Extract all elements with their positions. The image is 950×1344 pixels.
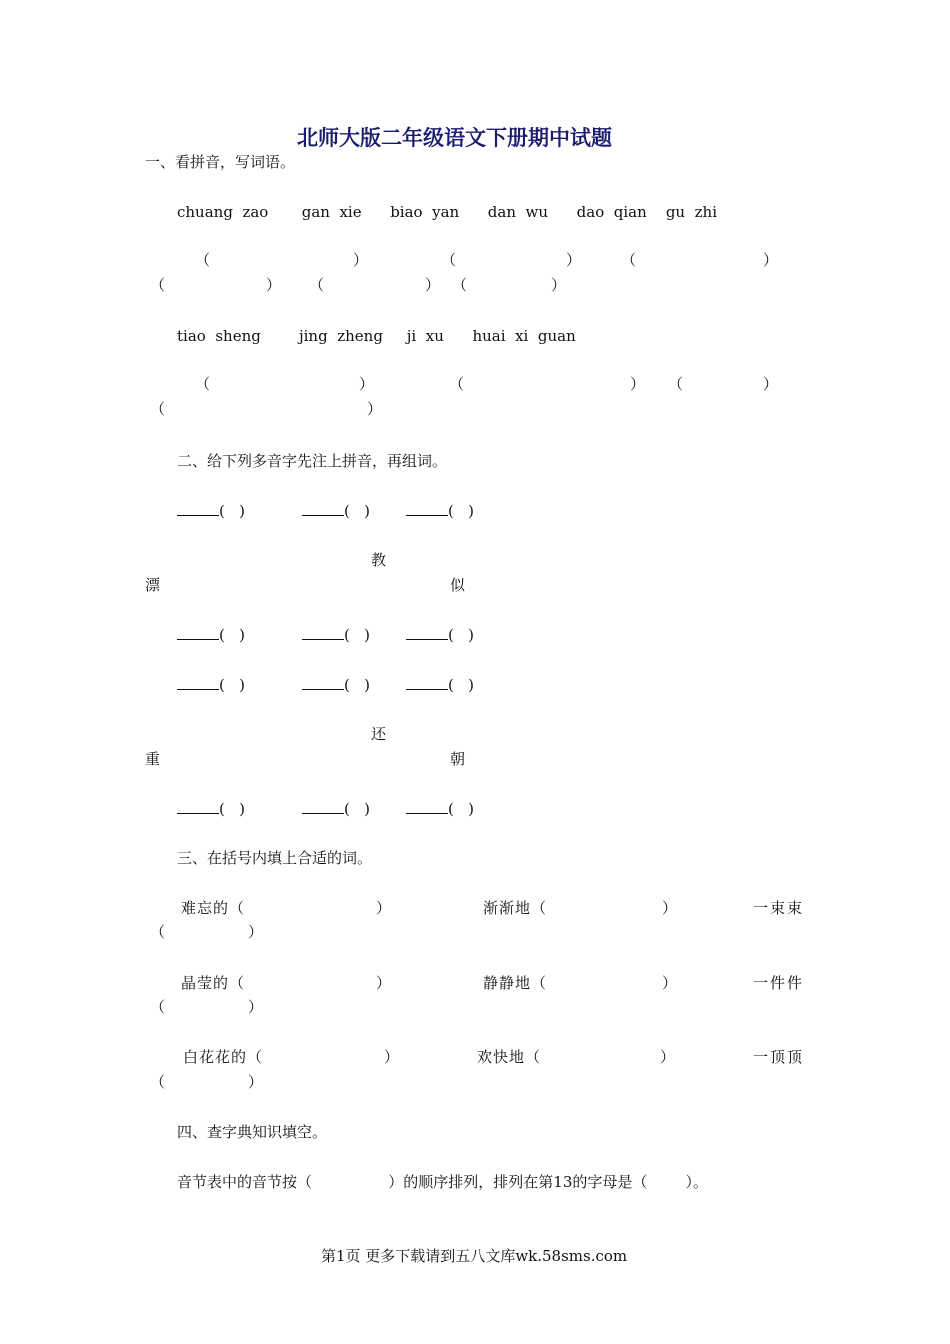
phrase-prompt: 一件件 (753, 974, 805, 992)
bracket: ） (376, 899, 392, 917)
polyphone-char: 还 (371, 725, 387, 743)
page-title: 北师大版二年级语文下册期中试题 (297, 125, 612, 150)
bracket: （ (150, 923, 166, 941)
bracket: ） (660, 1048, 676, 1066)
fill-blank[interactable]: ( ) (177, 799, 245, 819)
bracket: （ (452, 276, 468, 294)
bracket: ） (384, 1048, 400, 1066)
section-3-heading: 三、在括号内填上合适的词。 (177, 849, 373, 867)
phrase-prompt: 渐渐地（ (483, 899, 548, 917)
fill-blank[interactable]: ( ) (406, 799, 474, 819)
bracket: （ (309, 276, 325, 294)
bracket: （ (668, 375, 684, 393)
fill-blank[interactable]: ( ) (302, 675, 370, 695)
bracket: ） (425, 276, 441, 294)
bracket: （ (150, 998, 166, 1016)
bracket: ） (763, 375, 779, 393)
phrase-prompt: 难忘的（ (181, 899, 246, 917)
page-footer: 第1页 更多下载请到五八文库wk.58sms.com (321, 1247, 628, 1265)
fill-blank[interactable]: ( ) (302, 799, 370, 819)
polyphone-char: 漂 (145, 576, 161, 594)
bracket: ） (359, 375, 375, 393)
bracket: （ (621, 251, 637, 269)
bracket: ） (662, 899, 678, 917)
bracket: （ (150, 276, 166, 294)
bracket: ） (248, 1073, 264, 1091)
bracket: ） (266, 276, 282, 294)
pinyin-row-1: chuang zao gan xie biao yan dan wu dao qian gu zhi (177, 203, 717, 221)
fill-blank[interactable]: ( ) (406, 625, 474, 645)
bracket: ） (353, 251, 369, 269)
fill-blank[interactable]: ( ) (302, 625, 370, 645)
polyphone-char: 朝 (450, 750, 466, 768)
bracket: ） (630, 375, 646, 393)
fill-blank[interactable]: ( ) (302, 501, 370, 521)
bracket: ） (367, 400, 383, 418)
bracket: ） (662, 974, 678, 992)
bracket: ） (376, 974, 392, 992)
phrase-prompt: 一顶顶 (753, 1048, 805, 1066)
bracket: （ (195, 251, 211, 269)
bracket: （ (150, 1073, 166, 1091)
bracket: ） (248, 923, 264, 941)
fill-blank[interactable]: ( ) (406, 675, 474, 695)
polyphone-char: 重 (145, 750, 161, 768)
bracket: ） (763, 251, 779, 269)
fill-blank[interactable]: ( ) (177, 501, 245, 521)
fill-blank[interactable]: ( ) (406, 501, 474, 521)
phrase-prompt: 白花花的（ (183, 1048, 264, 1066)
phrase-prompt: 静静地（ (483, 974, 548, 992)
section-4-heading: 四、查字典知识填空。 (177, 1123, 328, 1141)
fill-blank[interactable]: ( ) (177, 675, 245, 695)
phrase-prompt: 一束束 (753, 899, 805, 917)
bracket: （ (441, 251, 457, 269)
polyphone-char: 似 (450, 576, 466, 594)
bracket: ） (551, 276, 567, 294)
question-line: 音节表中的音节按（ ）的顺序排列，排列在第13的字母是（ ）。 (177, 1173, 709, 1191)
polyphone-char: 教 (371, 551, 387, 569)
section-2-heading: 二、给下列多音字先注上拼音，再组词。 (177, 452, 448, 470)
phrase-prompt: 晶莹的（ (181, 974, 246, 992)
bracket: （ (449, 375, 465, 393)
fill-blank[interactable]: ( ) (177, 625, 245, 645)
bracket: ） (566, 251, 582, 269)
bracket: （ (195, 375, 211, 393)
bracket: ） (248, 998, 264, 1016)
pinyin-row-2: tiao sheng jing zheng ji xu huai xi guan (177, 327, 576, 345)
section-1-heading: 一、看拼音，写词语。 (145, 153, 296, 171)
phrase-prompt: 欢快地（ (477, 1048, 542, 1066)
bracket: （ (150, 400, 166, 418)
